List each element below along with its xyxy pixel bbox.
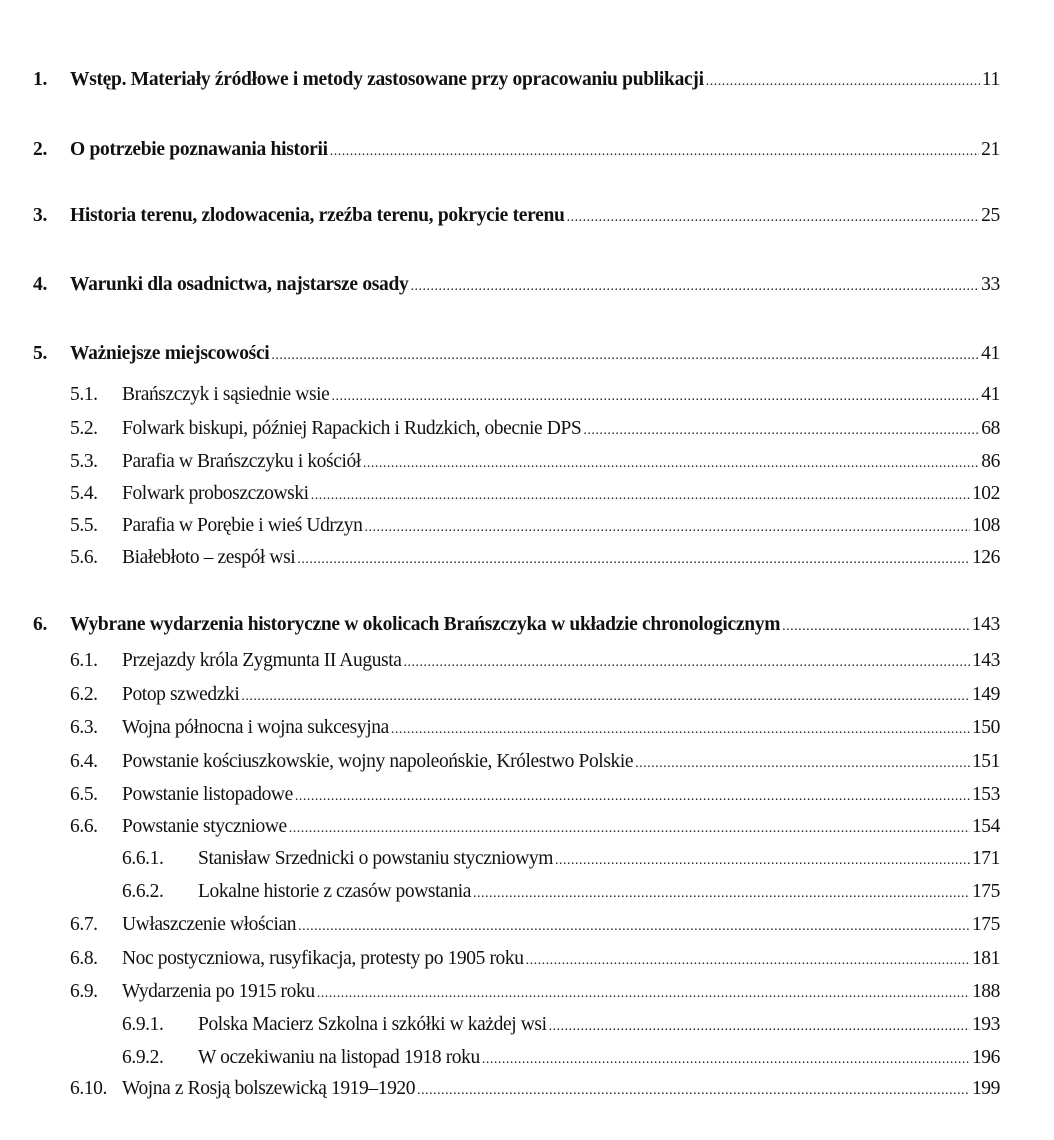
leader-dots bbox=[297, 547, 970, 573]
leader-dots bbox=[311, 483, 970, 509]
entry-number: 5.1. bbox=[70, 384, 98, 405]
entry-page: 175 bbox=[971, 914, 1000, 935]
toc-entry bbox=[0, 648, 1000, 674]
toc-entry bbox=[0, 715, 1000, 741]
entry-title: Uwłaszczenie włościan bbox=[122, 914, 297, 935]
entry-page: 21 bbox=[981, 139, 1000, 160]
entry-page: 33 bbox=[981, 274, 1000, 295]
entry-number: 6.9.1. bbox=[122, 1014, 164, 1035]
toc-entry bbox=[0, 979, 1000, 1005]
entry-title: Potop szwedzki bbox=[122, 684, 240, 705]
entry-title: Polska Macierz Szkolna i szkółki w każdej wsi bbox=[198, 1014, 547, 1035]
leader-dots bbox=[295, 784, 970, 810]
entry-title: Stanisław Srzednicki o powstaniu styczniowym bbox=[198, 848, 554, 869]
leader-dots bbox=[404, 650, 970, 676]
entry-title: Noc postyczniowa, rusyfikacja, protesty po 1905 roku bbox=[122, 948, 524, 969]
toc-entry bbox=[0, 203, 1000, 229]
leader-dots bbox=[363, 451, 979, 477]
entry-title: Powstanie listopadowe bbox=[122, 784, 293, 805]
toc-entry bbox=[0, 814, 1000, 840]
leader-dots bbox=[583, 418, 979, 444]
entry-number: 6.2. bbox=[70, 684, 98, 705]
entry-number: 5. bbox=[33, 343, 48, 364]
entry-number: 4. bbox=[33, 274, 48, 295]
entry-title: Wydarzenia po 1915 roku bbox=[122, 981, 315, 1002]
leader-dots bbox=[706, 69, 980, 95]
toc-entry bbox=[0, 749, 1000, 775]
entry-number: 6.10. bbox=[70, 1078, 108, 1099]
entry-title: Wstęp. Materiały źródłowe i metody zastosowane przy opracowaniu publikacji bbox=[70, 69, 704, 90]
entry-page: 154 bbox=[971, 816, 1000, 837]
entry-page: 175 bbox=[971, 881, 1000, 902]
entry-title: Białebłoto – zespół wsi bbox=[122, 547, 296, 568]
entry-page: 149 bbox=[971, 684, 1000, 705]
entry-title: Wybrane wydarzenia historyczne w okolicach Brańszczyka w układzie chronologicznym bbox=[70, 614, 781, 635]
entry-number: 6. bbox=[33, 614, 48, 635]
entry-number: 5.2. bbox=[70, 418, 98, 439]
entry-page: 171 bbox=[971, 848, 1000, 869]
toc-entry bbox=[0, 846, 1000, 872]
entry-number: 3. bbox=[33, 205, 48, 226]
entry-page: 102 bbox=[971, 483, 1000, 504]
entry-number: 6.5. bbox=[70, 784, 98, 805]
entry-title: W oczekiwaniu na listopad 1918 roku bbox=[198, 1047, 480, 1068]
entry-page: 150 bbox=[971, 717, 1000, 738]
entry-number: 6.3. bbox=[70, 717, 98, 738]
entry-number: 5.6. bbox=[70, 547, 98, 568]
entry-title: Lokalne historie z czasów powstania bbox=[198, 881, 471, 902]
toc-entry bbox=[0, 382, 1000, 408]
leader-dots bbox=[317, 981, 970, 1007]
entry-title: Folwark biskupi, później Rapackich i Rudzkich, obecnie DPS bbox=[122, 418, 582, 439]
entry-number: 6.4. bbox=[70, 751, 98, 772]
toc-entry bbox=[0, 545, 1000, 571]
entry-number: 6.1. bbox=[70, 650, 98, 671]
entry-page: 126 bbox=[971, 547, 1000, 568]
leader-dots bbox=[241, 684, 970, 710]
leader-dots bbox=[555, 848, 970, 874]
toc-entry bbox=[0, 67, 1000, 93]
entry-title: Wojna z Rosją bolszewicką 1919–1920 bbox=[122, 1078, 416, 1099]
entry-title: Warunki dla osadnictwa, najstarsze osady bbox=[70, 274, 409, 295]
toc-entry bbox=[0, 137, 1000, 163]
toc-entry bbox=[0, 272, 1000, 298]
entry-title: O potrzebie poznawania historii bbox=[70, 139, 328, 160]
leader-dots bbox=[298, 914, 970, 940]
toc-entry bbox=[0, 612, 1000, 638]
entry-page: 193 bbox=[971, 1014, 1000, 1035]
toc-entry bbox=[0, 912, 1000, 938]
entry-title: Folwark proboszczowski bbox=[122, 483, 309, 504]
entry-page: 41 bbox=[981, 343, 1000, 364]
entry-number: 6.6. bbox=[70, 816, 98, 837]
entry-page: 11 bbox=[981, 69, 1000, 90]
entry-title: Powstanie kościuszkowskie, wojny napoleońskie, Królestwo Polskie bbox=[122, 751, 634, 772]
entry-number: 5.4. bbox=[70, 483, 98, 504]
entry-title: Ważniejsze miejscowości bbox=[70, 343, 270, 364]
entry-title: Powstanie styczniowe bbox=[122, 816, 287, 837]
entry-title: Wojna północna i wojna sukcesyjna bbox=[122, 717, 389, 738]
toc-entry bbox=[0, 682, 1000, 708]
leader-dots bbox=[782, 614, 969, 640]
toc-entry bbox=[0, 1045, 1000, 1071]
entry-page: 86 bbox=[981, 451, 1000, 472]
toc-entry bbox=[0, 513, 1000, 539]
entry-page: 108 bbox=[971, 515, 1000, 536]
entry-page: 196 bbox=[971, 1047, 1000, 1068]
entry-page: 68 bbox=[981, 418, 1000, 439]
leader-dots bbox=[473, 881, 970, 907]
leader-dots bbox=[391, 717, 970, 743]
entry-number: 6.6.2. bbox=[122, 881, 164, 902]
entry-page: 143 bbox=[971, 650, 1000, 671]
leader-dots bbox=[482, 1047, 970, 1073]
entry-title: Przejazdy króla Zygmunta II Augusta bbox=[122, 650, 402, 671]
entry-page: 181 bbox=[971, 948, 1000, 969]
entry-page: 151 bbox=[971, 751, 1000, 772]
entry-title: Brańszczyk i sąsiednie wsie bbox=[122, 384, 330, 405]
leader-dots bbox=[549, 1014, 970, 1040]
toc-entry bbox=[0, 1012, 1000, 1038]
entry-number: 6.8. bbox=[70, 948, 98, 969]
leader-dots bbox=[567, 205, 980, 231]
entry-number: 6.9. bbox=[70, 981, 98, 1002]
entry-number: 6.6.1. bbox=[122, 848, 164, 869]
toc-entry bbox=[0, 449, 1000, 475]
leader-dots bbox=[417, 1078, 970, 1104]
leader-dots bbox=[364, 515, 969, 541]
entry-number: 1. bbox=[33, 69, 48, 90]
entry-title: Parafia w Brańszczyku i kościół bbox=[122, 451, 361, 472]
entry-page: 41 bbox=[981, 384, 1000, 405]
toc-entry bbox=[0, 782, 1000, 808]
entry-number: 5.3. bbox=[70, 451, 98, 472]
toc-entry bbox=[0, 879, 1000, 905]
entry-title: Parafia w Porębie i wieś Udrzyn bbox=[122, 515, 363, 536]
entry-number: 6.7. bbox=[70, 914, 98, 935]
entry-title: Historia terenu, zlodowacenia, rzeźba terenu, pokrycie terenu bbox=[70, 205, 565, 226]
entry-page: 199 bbox=[971, 1078, 1000, 1099]
toc-entry bbox=[0, 946, 1000, 972]
entry-page: 153 bbox=[971, 784, 1000, 805]
entry-page: 25 bbox=[981, 205, 1000, 226]
toc-entry bbox=[0, 341, 1000, 367]
toc-entry bbox=[0, 1076, 1000, 1102]
toc-entry bbox=[0, 481, 1000, 507]
entry-number: 5.5. bbox=[70, 515, 98, 536]
leader-dots bbox=[635, 751, 970, 777]
leader-dots bbox=[526, 948, 970, 974]
entry-page: 188 bbox=[971, 981, 1000, 1002]
leader-dots bbox=[289, 816, 970, 842]
entry-page: 143 bbox=[971, 614, 1000, 635]
leader-dots bbox=[331, 384, 979, 410]
leader-dots bbox=[330, 139, 979, 165]
toc-entry bbox=[0, 416, 1000, 442]
entry-number: 6.9.2. bbox=[122, 1047, 164, 1068]
leader-dots bbox=[271, 343, 979, 369]
entry-number: 2. bbox=[33, 139, 48, 160]
leader-dots bbox=[411, 274, 980, 300]
